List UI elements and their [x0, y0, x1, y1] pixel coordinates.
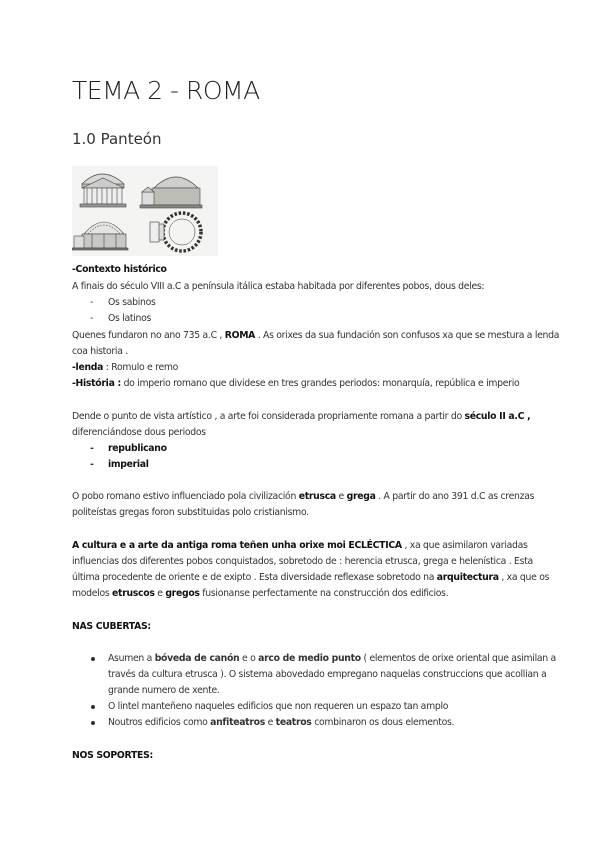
art-line-1: Dende o punto de vista artístico , a arte foi considerada propriamente romana a partir do século II a.C ,: [72, 411, 531, 422]
people-item-1: Os sabinos: [108, 297, 156, 308]
art-line-2: diferenciándose dous periodos: [72, 427, 206, 438]
culture-line-3: última procedente de oriente e de exipto . Esta diversidade reflexase sobretodo na arquitectura , xa que os: [72, 572, 550, 583]
cubertas-bullet-3: Noutros edificios como anfiteatros e teatros combinaron os dous elementos.: [108, 717, 455, 728]
bullet-dot-1: [91, 657, 95, 661]
culture-line-1: A cultura e a arte da antiga roma teñen unha orixe moi ECLÉCTICA , xa que asimilaron variadas: [72, 540, 528, 551]
section-title: 1.0 Panteón: [72, 130, 162, 148]
influence-line-1: O pobo romano estivo influenciado pola civilización etrusca e grega . A partir do ano 391 d.C as crenzas: [72, 491, 535, 502]
bullet-dot-3: [91, 721, 95, 725]
culture-line-4: modelos etruscos e gregos fusionanse perfectamente na construcción dos edificios.: [72, 588, 449, 599]
founded-line-1: Quenes fundaron no ano 735 a.C , ROMA . As orixes da sua fundación son confusos xa que se mestura a lenda: [72, 330, 560, 341]
people-item-2: Os latinos: [108, 313, 152, 324]
list-dash-4: -: [90, 459, 94, 470]
influence-line-2: politeístas gregas foron substituidas polo cristianismo.: [72, 507, 309, 518]
period-item-2: imperial: [108, 459, 149, 470]
context-heading: -Contexto histórico: [72, 264, 167, 275]
cubertas-bullet-1-line-1: Asumen a bóveda de canón e o arco de medio punto ( elementos de orixe oriental que asimilan a: [108, 653, 556, 664]
list-dash-1: -: [90, 297, 94, 308]
cubertas-bullet-1-line-2: través da cultura etrusca ). O sistema abovedado empregano naquelas construccions que acollian a: [108, 669, 547, 680]
founded-line-2: coa historia .: [72, 346, 128, 357]
lenda-line: -lenda : Romulo e remo: [72, 362, 179, 373]
period-item-1: republicano: [108, 443, 167, 454]
list-dash-2: -: [90, 313, 94, 324]
historia-line: -História : do imperio romano que dividese en tres grandes periodos: monarquía, república e imperio: [72, 378, 520, 389]
soportes-heading: NOS SOPORTES:: [72, 750, 153, 761]
culture-line-2: influencias dos diferentes pobos conquistados, sobretodo de : herencia etrusca, grega e helenística . Esta: [72, 556, 533, 567]
cubertas-bullet-2: O lintel manteñeno naqueles edificios que non requeren un espazo tan amplo: [108, 701, 449, 712]
cubertas-heading: NAS CUBERTAS:: [72, 621, 151, 632]
pantheon-drawings-icon: [72, 166, 218, 256]
bullet-dot-2: [91, 705, 95, 709]
page-title: TEMA 2 - ROMA: [72, 76, 260, 105]
cubertas-bullet-1-line-3: grande numero de xente.: [108, 685, 220, 696]
context-intro: A finais do século VIII a.C a península itálica estaba habitada por diferentes pobos, dous deles:: [72, 281, 485, 292]
list-dash-3: -: [90, 443, 94, 454]
